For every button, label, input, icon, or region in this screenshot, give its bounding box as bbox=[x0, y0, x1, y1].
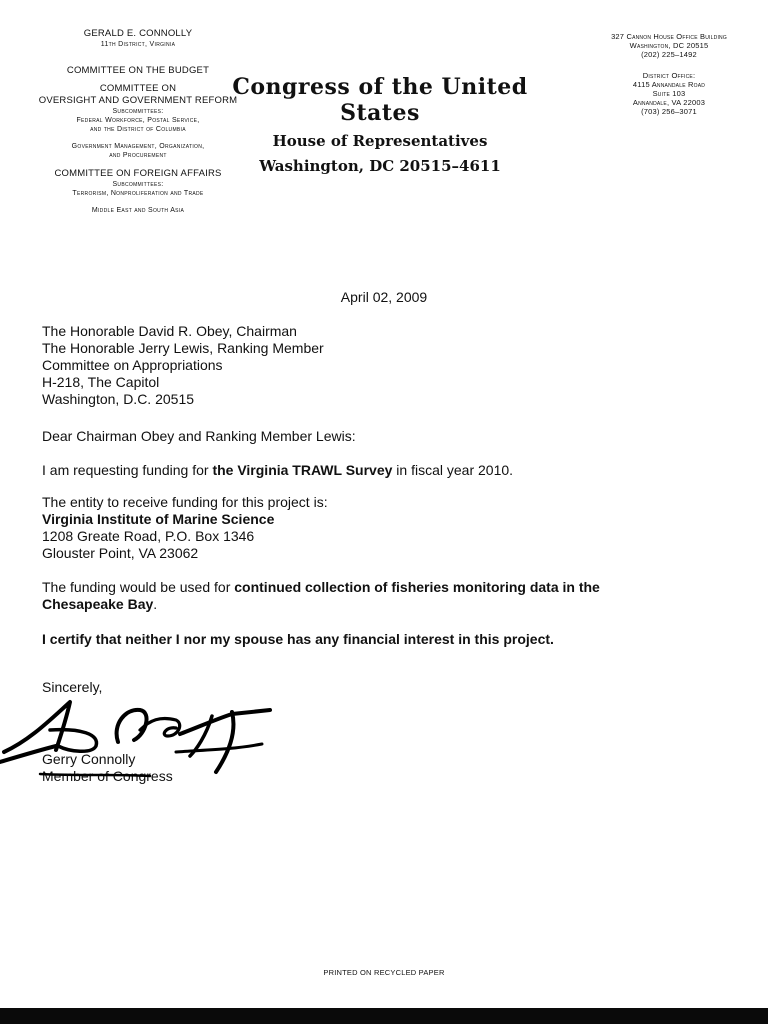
entity-name: Virginia Institute of Marine Science bbox=[42, 511, 275, 527]
addressee-line: The Honorable Jerry Lewis, Ranking Member bbox=[42, 340, 324, 356]
district-office-line3: Annandale, VA 22003 bbox=[632, 98, 706, 107]
district-office-phone: (703) 256–3071 bbox=[641, 107, 697, 116]
entity-address-line2: Glouster Point, VA 23062 bbox=[42, 545, 199, 561]
handwritten-signature bbox=[0, 690, 300, 800]
project-name: the Virginia TRAWL Survey bbox=[212, 462, 393, 478]
usage-paragraph bbox=[42, 579, 732, 613]
request-suffix: in fiscal year 2010. bbox=[392, 462, 514, 478]
usage-suffix: . bbox=[153, 596, 158, 612]
letterhead-city: Washington, DC 20515–4611 bbox=[259, 157, 501, 175]
subcommittee-federal-workforce: Federal Workforce, Postal Service, bbox=[76, 117, 200, 124]
letterhead-title: Congress of the United States bbox=[232, 74, 528, 126]
letterhead-subtitle: House of Representatives bbox=[272, 132, 488, 150]
committee-oversight-line2: OVERSIGHT AND GOVERNMENT REFORM bbox=[38, 95, 238, 106]
entity-block bbox=[42, 494, 732, 562]
addressee-line: H-218, The Capitol bbox=[42, 374, 160, 390]
dc-office-phone: (202) 225–1492 bbox=[641, 50, 697, 59]
signer-title: Member of Congress bbox=[42, 768, 173, 784]
salutation: Dear Chairman Obey and Ranking Member Lewis: bbox=[42, 428, 356, 444]
scan-edge-bar bbox=[0, 1008, 768, 1024]
usage-bold-line1: continued collection of fisheries monitoring data in the bbox=[234, 579, 600, 595]
usage-prefix: The funding would be used for bbox=[42, 579, 235, 595]
request-prefix: I am requesting funding for bbox=[42, 462, 213, 478]
subcommittees-label-2: Subcommittees: bbox=[112, 181, 164, 188]
district-office-label: District Office: bbox=[642, 71, 696, 80]
district-office-line2: Suite 103 bbox=[652, 89, 686, 98]
closing: Sincerely, bbox=[42, 679, 103, 695]
subcommittee-government-management: Government Management, Organization, bbox=[71, 143, 205, 150]
addressee-line: The Honorable David R. Obey, Chairman bbox=[42, 323, 297, 339]
dc-office-line2: Washington, DC 20515 bbox=[629, 41, 709, 50]
subcommittee-terrorism: Terrorism, Nonproliferation and Trade bbox=[72, 190, 204, 197]
subcommittee-federal-workforce-cont: and the District of Columbia bbox=[90, 126, 186, 133]
letterhead-title-block bbox=[210, 74, 550, 177]
addressee-line: Committee on Appropriations bbox=[42, 357, 223, 373]
request-paragraph bbox=[42, 462, 732, 479]
district-office-line1: 4115 Annandale Road bbox=[632, 80, 706, 89]
subcommittee-middle-east: Middle East and South Asia bbox=[91, 207, 185, 214]
usage-bold-line2: Chesapeake Bay bbox=[42, 596, 154, 612]
addressee-line: Washington, D.C. 20515 bbox=[42, 391, 195, 407]
certification-statement: I certify that neither I nor my spouse has any financial interest in this project. bbox=[42, 631, 554, 647]
member-name: GERALD E. CONNOLLY bbox=[83, 28, 193, 39]
entity-intro: The entity to receive funding for this project is: bbox=[42, 494, 328, 510]
entity-address-line1: 1208 Greate Road, P.O. Box 1346 bbox=[42, 528, 255, 544]
subcommittee-government-management-cont: and Procurement bbox=[109, 152, 167, 159]
subcommittees-label: Subcommittees: bbox=[112, 108, 164, 115]
signer-name: Gerry Connolly bbox=[42, 751, 136, 767]
committee-oversight-line1: COMMITTEE ON bbox=[99, 83, 177, 94]
dc-office-line1: 327 Cannon House Office Building bbox=[611, 32, 727, 41]
member-district: 11th District, Virginia bbox=[100, 41, 176, 48]
recycled-paper-note: PRINTED ON RECYCLED PAPER bbox=[323, 968, 445, 977]
letter-date: April 02, 2009 bbox=[340, 289, 428, 305]
addressee-block bbox=[42, 323, 732, 408]
committee-budget: COMMITTEE ON THE BUDGET bbox=[66, 65, 210, 76]
letterhead-right bbox=[585, 32, 753, 116]
committee-foreign-affairs: COMMITTEE ON FOREIGN AFFAIRS bbox=[54, 168, 222, 179]
